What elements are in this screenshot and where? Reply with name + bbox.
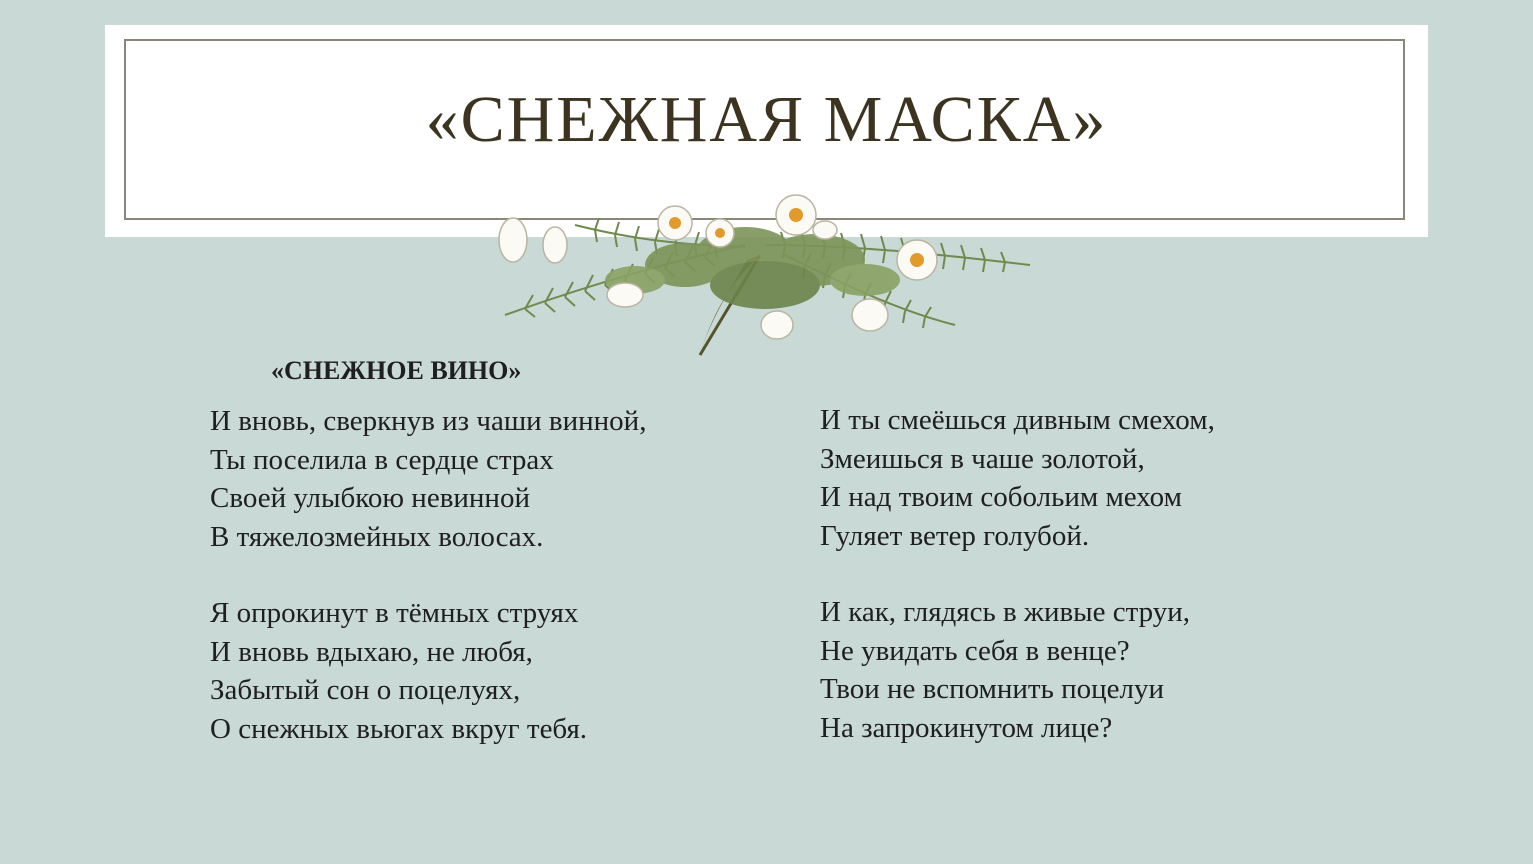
poem-line: И над твоим собольим мехом — [820, 481, 1182, 513]
poem-title: «СНЕЖНОЕ ВИНО» — [271, 356, 522, 385]
poem-line: Не увидать себя в венце? — [820, 634, 1130, 667]
poem-line: Ты поселила в сердце страх — [210, 443, 554, 476]
poem-line: И вновь, сверкнув из чаши винной, — [210, 405, 647, 437]
poem-line: На запрокинутом лице? — [820, 711, 1113, 744]
stanza — [210, 402, 770, 556]
poem-line: Гуляет ветер голубой. — [820, 519, 1090, 552]
poem-line: О снежных вьюгах вкруг тебя. — [210, 712, 588, 745]
poem-line: Твои не вспомнить поцелуи — [820, 673, 1164, 705]
poem-line: Забытый сон о поцелуях, — [210, 674, 521, 706]
poem-line: И ты смеёшься дивным смехом, — [820, 404, 1215, 436]
stanza — [820, 401, 1380, 555]
poem-line: В тяжелозмейных волосах. — [210, 520, 544, 553]
poem-column-right — [820, 401, 1380, 785]
flower-bouquet-icon — [485, 185, 1045, 360]
stanza — [820, 593, 1380, 747]
poem-line: Я опрокинут в тёмных струях — [210, 597, 579, 629]
poem-line: Своей улыбкою невинной — [210, 482, 530, 514]
poem-line: И как, глядясь в живые струи, — [820, 596, 1191, 628]
poem-column-left — [210, 402, 770, 786]
poem-line: И вновь вдыхаю, не любя, — [210, 635, 533, 668]
poem-line: Змеишься в чаше золотой, — [820, 442, 1145, 475]
slide-title: «СНЕЖНАЯ МАСКА» — [425, 83, 1108, 156]
stanza — [210, 594, 770, 748]
